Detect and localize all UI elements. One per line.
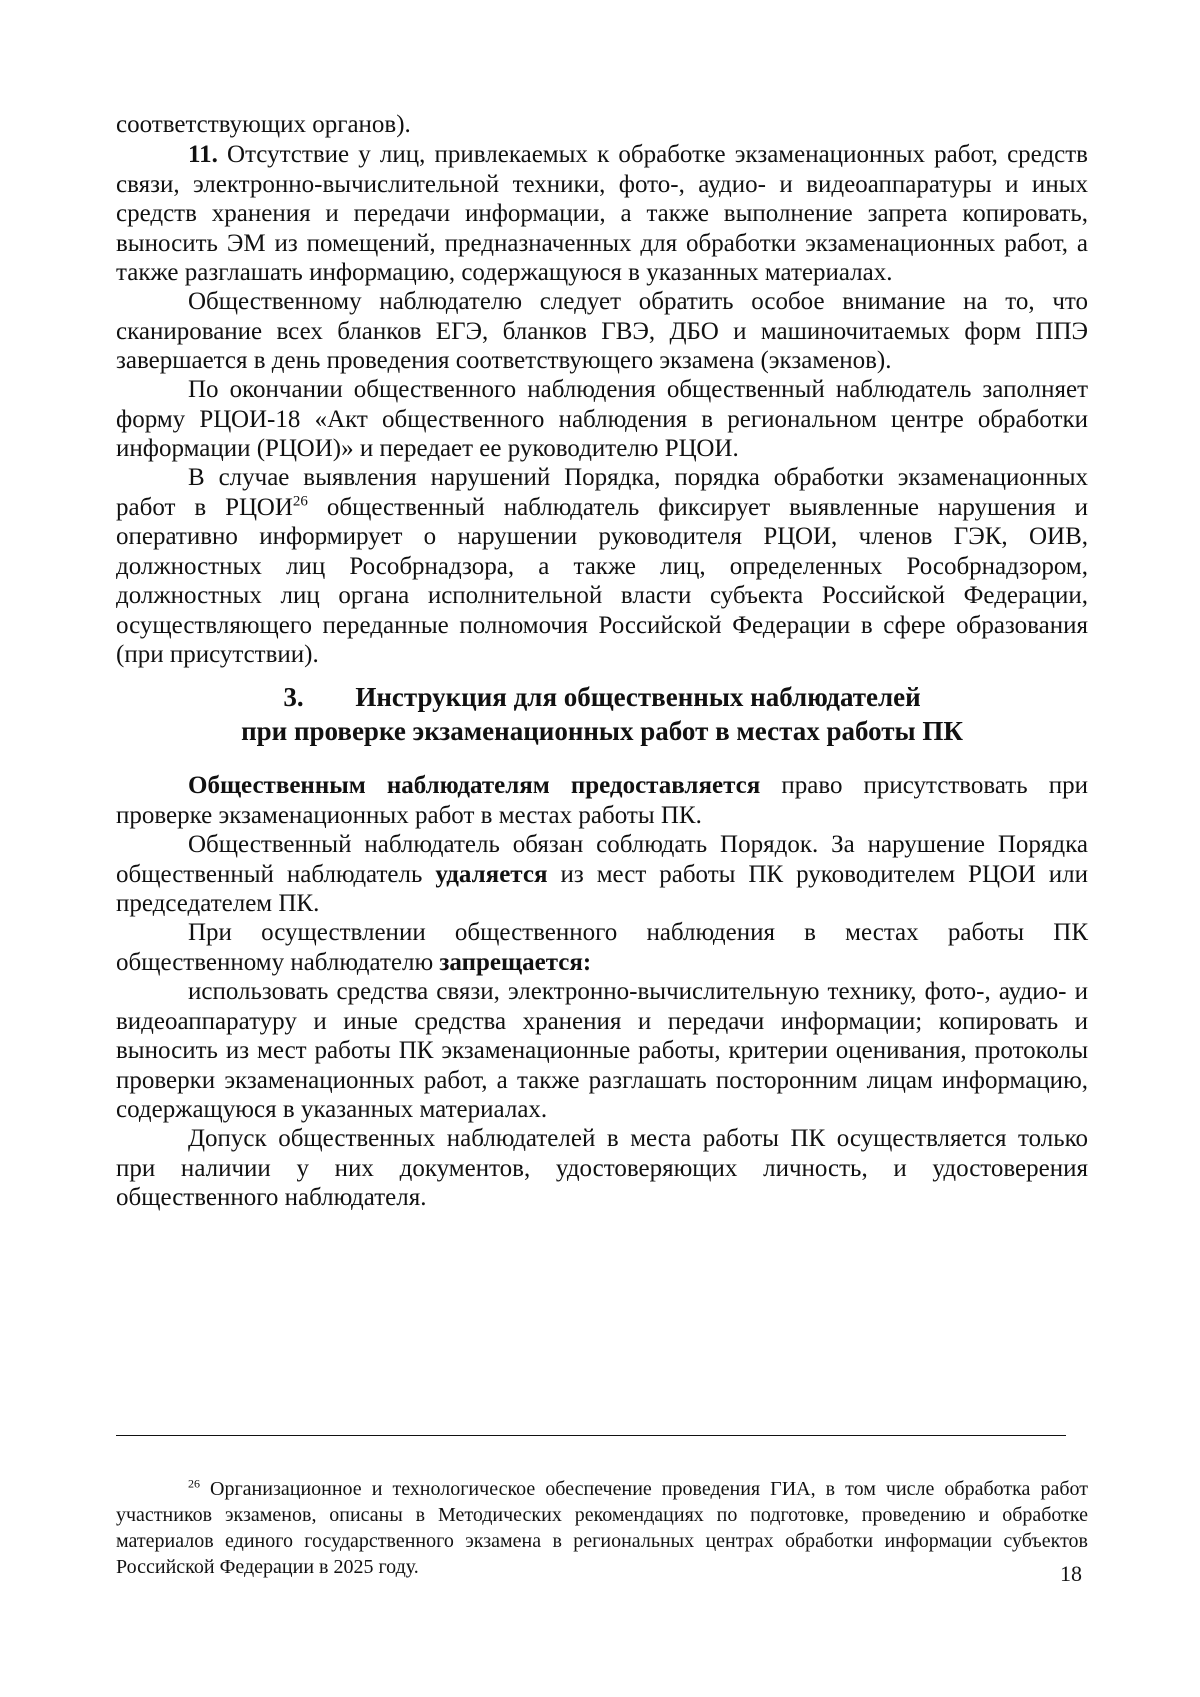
section-3-heading [116, 680, 1088, 748]
right-to-attend-tail: право присутствовать при проверке экзаменационных работ в местах работы ПК. [116, 772, 1088, 829]
prohibition-paragraph [116, 918, 1088, 977]
removal-bold: удаляется [435, 860, 548, 888]
item-11-text: Отсутствие у лиц, привлекаемых к обработке экзаменационных работ, средств связи, электронно-вычислительной техники, фото-, аудио- и видеоаппаратуры и иных средств хранения и передачи информации, а также выполнение запрета копировать, выносить ЭМ из помещений, предназначенных для обработки экзаменационных работ, а также разглашать информацию, содержащуюся в указанных материалах. [116, 141, 1088, 286]
item-11-number: 11. [188, 141, 218, 168]
item-11-paragraph [116, 140, 1088, 288]
section-3-title-line-2: при проверке экзаменационных работ в местах работы ПК [241, 716, 963, 746]
footnote-marker: 26 [188, 1476, 200, 1491]
prohibition-bold: запрещается: [439, 948, 592, 976]
footnote-text: Организационное и технологическое обеспечение проведения ГИА, в том числе обработка работ участников экзаменов, описаны в Методических рекомендациях по подготовке, проведению и обработке материалов единого государственного экзамена в региональных центрах обработки информации субъектов Российской Федерации в 2025 году. [116, 1478, 1088, 1578]
violations-paragraph [116, 463, 1088, 670]
continuation-text: соответствующих органов). [116, 111, 411, 138]
page-number: 18 [1060, 1561, 1082, 1586]
removal-text-before: Общественный наблюдатель обязан соблюдать Порядок. За нарушение Порядка общественный наблюдатель [116, 831, 1088, 888]
section-3-number: 3. [283, 682, 304, 712]
scanning-paragraph: Общественному наблюдателю следует обратить особое внимание на то, что сканирование всех бланков ЕГЭ, бланков ГВЭ, ДБО и машиночитаемых форм ППЭ завершается в день проведения соответствующего экзамена (экзаменов). [116, 288, 1088, 374]
footnote-reference: 26 [292, 493, 308, 510]
form-paragraph: По окончании общественного наблюдения общественный наблюдатель заполняет форму РЦОИ-18 «Акт общественного наблюдения в региональном центре обработки информации (РЦОИ)» и передает ее руководителю РЦОИ. [116, 376, 1088, 462]
prohibited-actions-paragraph: использовать средства связи, электронно-вычислительную технику, фото-, аудио- и видеоаппаратуру и иные средства хранения и передачи информации; копировать и выносить из мест работы ПК экзаменационные работы, критерии оценивания, протоколы проверки экзаменационных работ, а также разглашать посторонним лицам информацию, содержащуюся в указанных материалах. [116, 978, 1088, 1123]
violations-text-before: В случае выявления нарушений Порядка, порядка обработки экзаменационных работ в РЦОИ [116, 464, 1088, 521]
prohibition-text: При осуществлении общественного наблюдения в местах работы ПК общественному наблюдателю [116, 919, 1088, 976]
section-3-title-line-1: Инструкция для общественных наблюдателей [355, 682, 921, 712]
right-to-attend-paragraph [116, 771, 1088, 830]
violations-text-after: общественный наблюдатель фиксирует выявленные нарушения и оперативно информирует о нарушении руководителя РЦОИ, членов ГЭК, ОИВ, должностных лиц Рособрнадзора, а также лиц, определенных Рособрнадзором, должностных лиц органа исполнительной власти субъекта Российской Федерации, осуществляющего переданные полномочия Российской Федерации в сфере образования (при присутствии). [116, 493, 1088, 668]
removal-paragraph [116, 830, 1088, 919]
footnote-separator [116, 1435, 1066, 1436]
footnote [116, 1476, 1088, 1580]
removal-text-after: из мест работы ПК руководителем РЦОИ или председателем ПК. [116, 860, 1088, 917]
right-to-attend-bold: Общественным наблюдателям предоставляется [188, 772, 761, 799]
admission-paragraph: Допуск общественных наблюдателей в места работы ПК осуществляется только при наличии у них документов, удостоверяющих личность, и удостоверения общественного наблюдателя. [116, 1125, 1088, 1211]
